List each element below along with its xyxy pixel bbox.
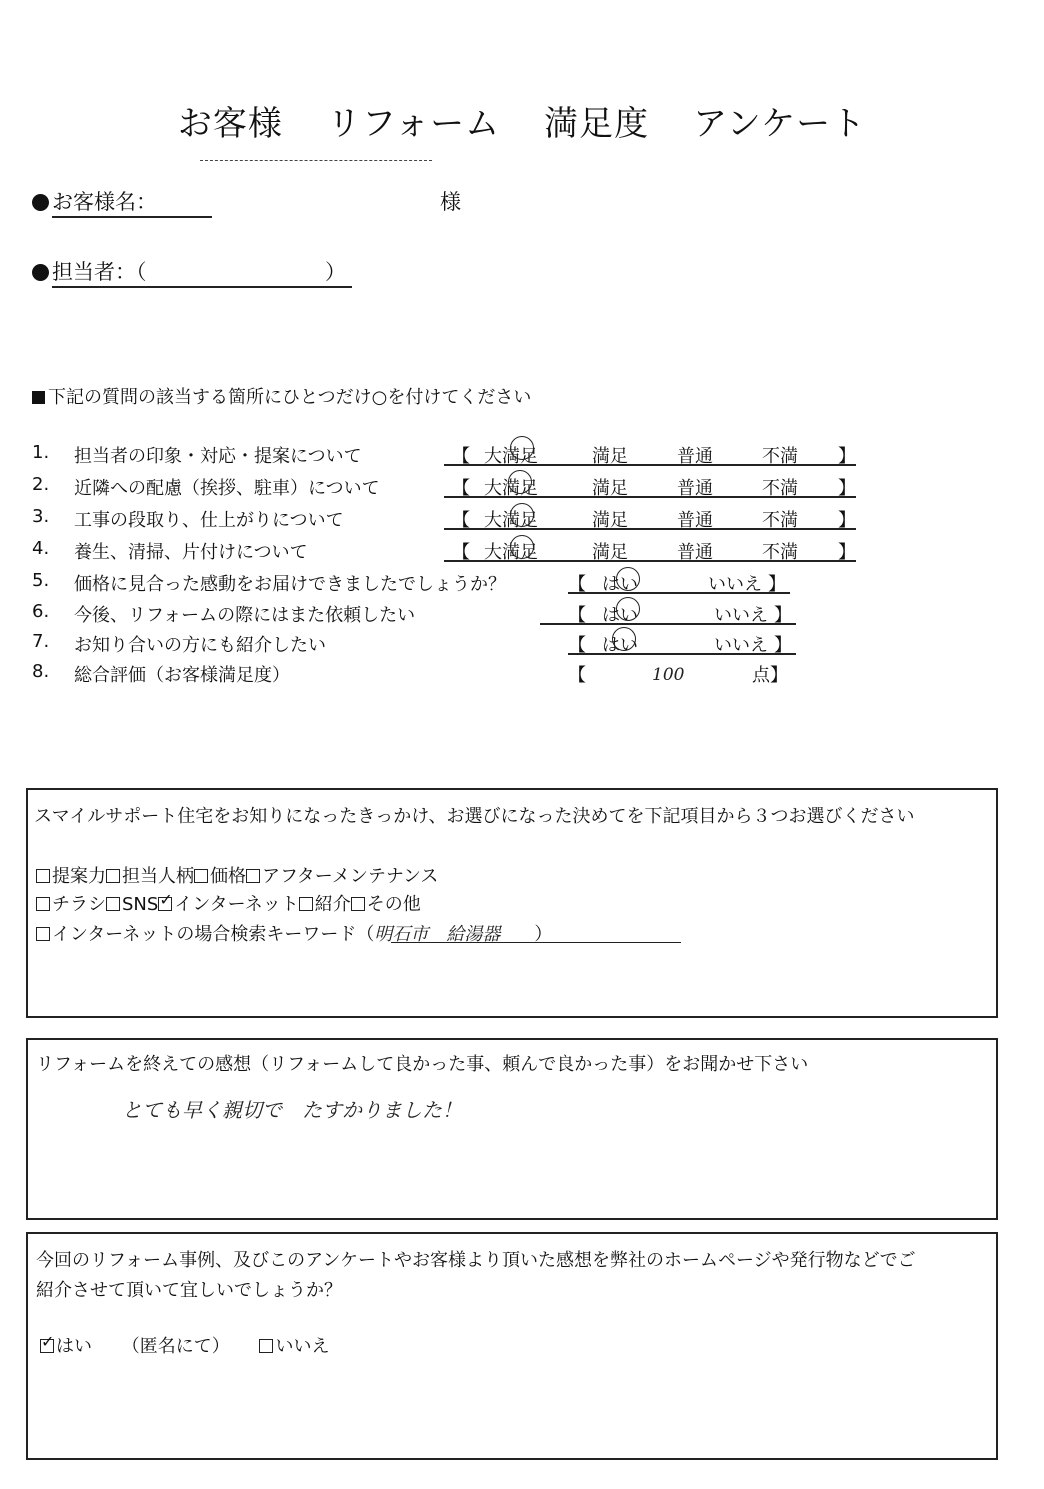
question-text: 工事の段取り、仕上がりについて — [74, 510, 344, 531]
staff-label: 担当者：（ — [52, 260, 147, 284]
impressions-question: リフォームを終えての感想（リフォームして良かった事、頼んで良かった事）をお聞かせ下さい — [36, 1054, 809, 1075]
keyword-row — [36, 920, 552, 946]
bracket-open: 【 — [452, 478, 470, 499]
option-no[interactable]: いいえ — [714, 605, 768, 626]
keyword-answer[interactable]: 明石市 給湯器 — [374, 924, 501, 945]
permission-options — [40, 1332, 329, 1358]
question-number: 3. — [32, 506, 50, 527]
score-unit: 点】 — [752, 665, 788, 686]
question-number: 6. — [32, 601, 50, 622]
question-number: 4. — [32, 538, 50, 559]
checkbox-icon[interactable] — [259, 1339, 273, 1353]
selection-circle-icon — [510, 503, 534, 527]
option-unsatisfied[interactable]: 不満 — [762, 510, 798, 531]
discovery-question: スマイルサポート住宅をお知りになったきっかけ、お選びになった決めてを下記項目から３つお選びください — [34, 806, 915, 827]
discovery-options-row-2 — [36, 890, 421, 916]
bracket-close: 】 — [838, 542, 856, 563]
checkbox-checked-icon[interactable] — [158, 897, 172, 911]
customer-name-label: お客様名： — [52, 186, 212, 218]
checkbox-icon[interactable] — [299, 897, 313, 911]
bracket-close: 】 — [838, 446, 856, 467]
staff-close: ） — [325, 260, 346, 284]
checkbox-icon[interactable] — [194, 869, 208, 883]
answer-underline — [444, 528, 856, 530]
bullet-icon — [32, 264, 49, 281]
permission-question-line1: 今回のリフォーム事例、及びこのアンケートやお客様より頂いた感想を弊社のホームページや発行物などでご — [36, 1250, 916, 1271]
checkbox-icon[interactable] — [351, 897, 365, 911]
checkbox-icon[interactable] — [246, 869, 260, 883]
selection-circle-icon — [616, 597, 640, 621]
question-number: 2. — [32, 474, 50, 495]
bullet-icon — [32, 194, 49, 211]
checkbox-icon[interactable] — [36, 897, 50, 911]
option-very-satisfied[interactable]: 大満足 — [484, 510, 538, 531]
bracket-open: 【 — [568, 635, 586, 656]
permission-question-line2: 紹介させて頂いて宜しいでしょうか？ — [36, 1280, 342, 1301]
impressions-answer[interactable]: とても早く親切で たすかりました！ — [122, 1098, 462, 1122]
staff-field — [32, 256, 352, 288]
option-unsatisfied[interactable]: 不満 — [762, 478, 798, 499]
permission-yes: はい — [56, 1336, 92, 1357]
question-text: 養生、清掃、片付けについて — [74, 542, 308, 563]
option-yes[interactable]: はい — [602, 635, 638, 656]
option-satisfied[interactable]: 満足 — [592, 510, 628, 531]
selection-circle-icon — [510, 535, 534, 559]
question-number: 8. — [32, 661, 50, 682]
keyword-label: インターネットの場合検索キーワード（ — [52, 924, 375, 945]
bracket-open: 【 — [452, 542, 470, 563]
question-text: 近隣への配慮（挨拶、駐車）について — [74, 478, 380, 499]
option-flyer: チラシ — [52, 894, 106, 915]
option-after-maintenance: アフターメンテナンス — [262, 866, 439, 887]
option-satisfied[interactable]: 満足 — [592, 446, 628, 467]
title-satisfaction: 満足度 — [544, 104, 650, 144]
permission-box — [26, 1232, 998, 1460]
option-very-satisfied[interactable]: 大満足 — [484, 478, 538, 499]
question-number: 7. — [32, 631, 50, 652]
checkbox-checked-icon[interactable] — [40, 1339, 54, 1353]
option-very-satisfied[interactable]: 大満足 — [484, 446, 538, 467]
page-title — [0, 96, 1044, 145]
selection-circle-icon — [612, 627, 636, 651]
bracket-open: 【 — [452, 446, 470, 467]
bracket-open: 【 — [568, 574, 586, 595]
title-customer: お客様 — [177, 104, 283, 144]
keyword-close: ） — [534, 924, 553, 945]
customer-honorific: 様 — [440, 190, 461, 214]
option-no[interactable]: いいえ — [708, 574, 762, 595]
option-internet: インターネット — [174, 894, 299, 915]
square-bullet-icon — [32, 391, 45, 404]
bracket-close: 】 — [838, 510, 856, 531]
option-price: 価格 — [210, 866, 246, 887]
answer-underline — [540, 623, 796, 625]
bracket-open: 【 — [568, 665, 586, 686]
option-other: その他 — [366, 894, 421, 915]
bracket-open: 【 — [452, 510, 470, 531]
option-average[interactable]: 普通 — [677, 542, 713, 563]
option-unsatisfied[interactable]: 不満 — [762, 446, 798, 467]
option-proposal: 提案力 — [52, 866, 106, 887]
question-text: お知り合いの方にも紹介したい — [74, 635, 326, 656]
selection-circle-icon — [616, 567, 640, 591]
permission-no: いいえ — [275, 1336, 330, 1357]
selection-circle-icon — [508, 470, 532, 494]
discovery-options-row-1 — [36, 862, 438, 888]
question-text: 価格に見合った感動をお届けできましたでしょうか？ — [74, 574, 506, 595]
option-satisfied[interactable]: 満足 — [592, 478, 628, 499]
answer-underline — [568, 592, 790, 594]
answer-underline — [444, 496, 856, 498]
customer-name-field — [32, 186, 212, 218]
option-very-satisfied[interactable]: 大満足 — [484, 542, 538, 563]
option-average[interactable]: 普通 — [677, 510, 713, 531]
option-satisfied[interactable]: 満足 — [592, 542, 628, 563]
keyword-underline — [391, 942, 681, 943]
bracket-open: 【 — [568, 605, 586, 626]
bracket-close: 】 — [774, 635, 792, 656]
option-unsatisfied[interactable]: 不満 — [762, 542, 798, 563]
answer-underline — [444, 464, 856, 466]
option-yes[interactable]: はい — [602, 605, 638, 626]
question-number: 5. — [32, 570, 50, 591]
title-reform: リフォーム — [326, 104, 501, 144]
option-average[interactable]: 普通 — [677, 478, 713, 499]
score-value[interactable]: 100 — [652, 665, 685, 685]
instruction-text — [32, 383, 531, 409]
title-survey: アンケート — [693, 104, 867, 144]
answer-underline — [444, 560, 856, 562]
question-text: 今後、リフォームの際にはまた依頼したい — [74, 605, 416, 626]
checkbox-icon[interactable] — [36, 869, 50, 883]
answer-underline — [568, 653, 796, 655]
title-underline — [200, 160, 432, 161]
question-text: 総合評価（お客様満足度） — [74, 665, 290, 686]
instruction-label: 下記の質問の該当する箇所にひとつだけ○を付けてください — [48, 387, 532, 408]
question-text: 担当者の印象・対応・提案について — [74, 446, 362, 467]
option-no[interactable]: いいえ — [714, 635, 768, 656]
question-number: 1. — [32, 442, 50, 463]
option-yes[interactable]: はい — [602, 574, 638, 595]
checkbox-icon[interactable] — [106, 869, 120, 883]
impressions-box — [26, 1038, 998, 1220]
checkbox-icon[interactable] — [106, 897, 120, 911]
option-staff-personality: 担当人柄 — [122, 866, 194, 887]
option-average[interactable]: 普通 — [677, 446, 713, 467]
discovery-box — [26, 788, 998, 1018]
checkbox-icon[interactable] — [36, 927, 50, 941]
bracket-close: 】 — [768, 574, 786, 595]
option-sns: SNS — [122, 894, 159, 915]
bracket-close: 】 — [774, 605, 792, 626]
option-referral: 紹介 — [314, 894, 351, 915]
permission-anonymous: （匿名にて） — [121, 1336, 230, 1357]
selection-circle-icon — [510, 436, 534, 460]
bracket-close: 】 — [838, 478, 856, 499]
